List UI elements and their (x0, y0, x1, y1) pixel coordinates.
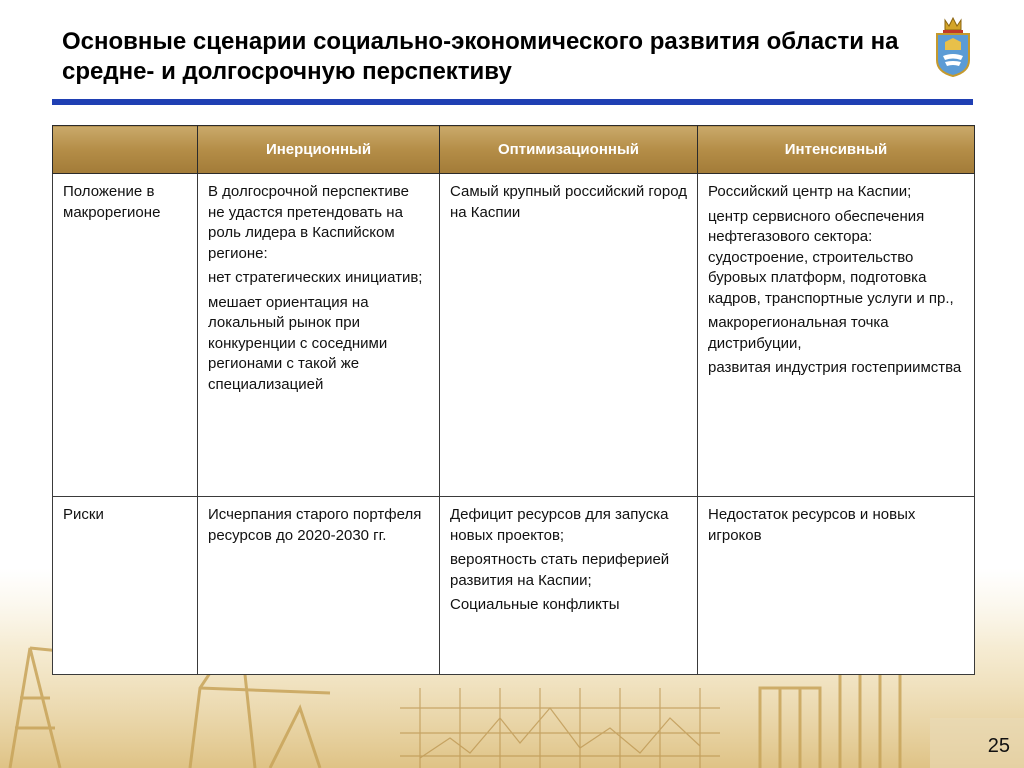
header-intensive: Интенсивный (698, 126, 975, 174)
cell-text: Исчерпания старого портфеля ресурсов до 2020-2030 гг. (208, 506, 422, 544)
region-emblem-icon (931, 14, 975, 78)
table-cell (698, 174, 975, 497)
table-cell (198, 174, 440, 497)
cell-text: макрорегиональная точка дистрибуции, (708, 314, 889, 352)
table-cell (198, 497, 440, 675)
table-row (53, 174, 975, 497)
title-underline (52, 99, 973, 105)
cell-text: мешает ориентация на локальный рынок при конкуренции с соседними регионами с такой же специализацией (208, 293, 388, 393)
header-cell-empty (53, 126, 198, 174)
cell-text: вероятность стать периферией развития на Каспии; (450, 551, 670, 589)
table-cell (698, 497, 975, 675)
cell-text: Дефицит ресурсов для запуска новых проектов; (450, 506, 669, 544)
cell-text: Недостаток ресурсов и новых игроков (708, 506, 916, 544)
cell-text: развитая индустрия гостеприимства (708, 359, 962, 376)
scenarios-table (52, 125, 975, 675)
table-row (53, 497, 975, 675)
table-cell (440, 497, 698, 675)
page-number: 25 (987, 735, 1010, 757)
header-inertial: Инерционный (198, 126, 440, 174)
page-title: Основные сценарии социально-экономического развития области на средне- и долгосрочную перспективу (62, 28, 899, 85)
row-label: Положение в макрорегионе (53, 174, 198, 497)
cell-text: В долгосрочной перспективе не удастся претендовать на роль лидера в Каспийском регионе: (208, 183, 409, 262)
row-label: Риски (53, 497, 198, 675)
cell-text: Социальные конфликты (450, 596, 620, 613)
cell-text: нет стратегических инициатив; (208, 269, 423, 286)
header-optimization: Оптимизационный (440, 126, 698, 174)
cell-text: Самый крупный российский город на Каспии (450, 183, 687, 221)
table-header-row (53, 126, 975, 174)
table-cell (440, 174, 698, 497)
cell-text: центр сервисного обеспечения нефтегазового сектора: судостроение, строительство буровых платформ, подготовка кадров, транспортные услуги и пр., (708, 207, 954, 307)
cell-text: Российский центр на Каспии; (708, 183, 912, 200)
